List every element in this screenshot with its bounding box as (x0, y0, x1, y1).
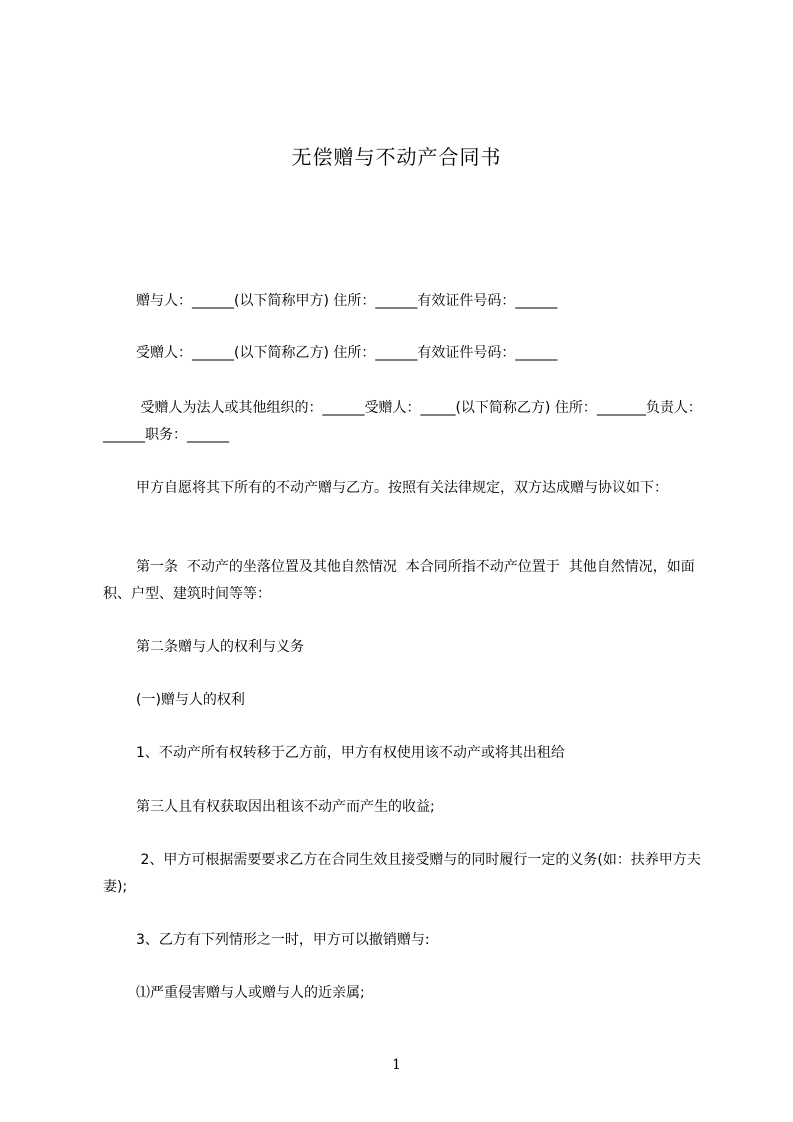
page-number: 1 (392, 1057, 401, 1073)
paragraph-donee: 受赠人：______(以下简称乙方) 住所：______有效证件号码：______ (136, 345, 558, 361)
paragraph-right-3: 3、乙方有下列情形之一时，甲方可以撤销赠与: (136, 932, 430, 948)
document-title: 无偿赠与不动产合同书 (291, 145, 502, 169)
paragraph-right-2: 2、甲方可根据需要要求乙方在合同生效且接受赠与的同时履行一定的义务(如：扶养甲方夫妻); (103, 852, 701, 895)
paragraph-agreement-intro: 甲方自愿将其下所有的不动产赠与乙方。按照有关法律规定，双方达成赠与协议如下： (136, 480, 668, 496)
paragraph-donor: 赠与人：______(以下简称甲方) 住所：______有效证件号码：______ (136, 293, 558, 309)
paragraph-donor-rights-heading: (一)赠与人的权利 (136, 692, 245, 708)
paragraph-right-1-continued: 第三人且有权获取因出租该不动产而产生的收益; (136, 799, 435, 815)
paragraph-revocation-case-1: ⑴严重侵害赠与人或赠与人的近亲属; (136, 985, 365, 1001)
paragraph-donee-organization: 受赠人为法人或其他组织的：______受赠人：_____(以下简称乙方) 住所：_______负责人：______职务：______ (103, 400, 702, 443)
paragraph-article-1: 第一条 不动产的坐落位置及其他自然情况 本合同所指不动产位置于 其他自然情况，如面积、户型、建筑时间等等： (103, 559, 695, 602)
paragraph-article-2-heading: 第二条赠与人的权利与义务 (136, 639, 304, 655)
paragraph-right-1: 1、不动产所有权转移于乙方前，甲方有权使用该不动产或将其出租给 (136, 745, 565, 761)
